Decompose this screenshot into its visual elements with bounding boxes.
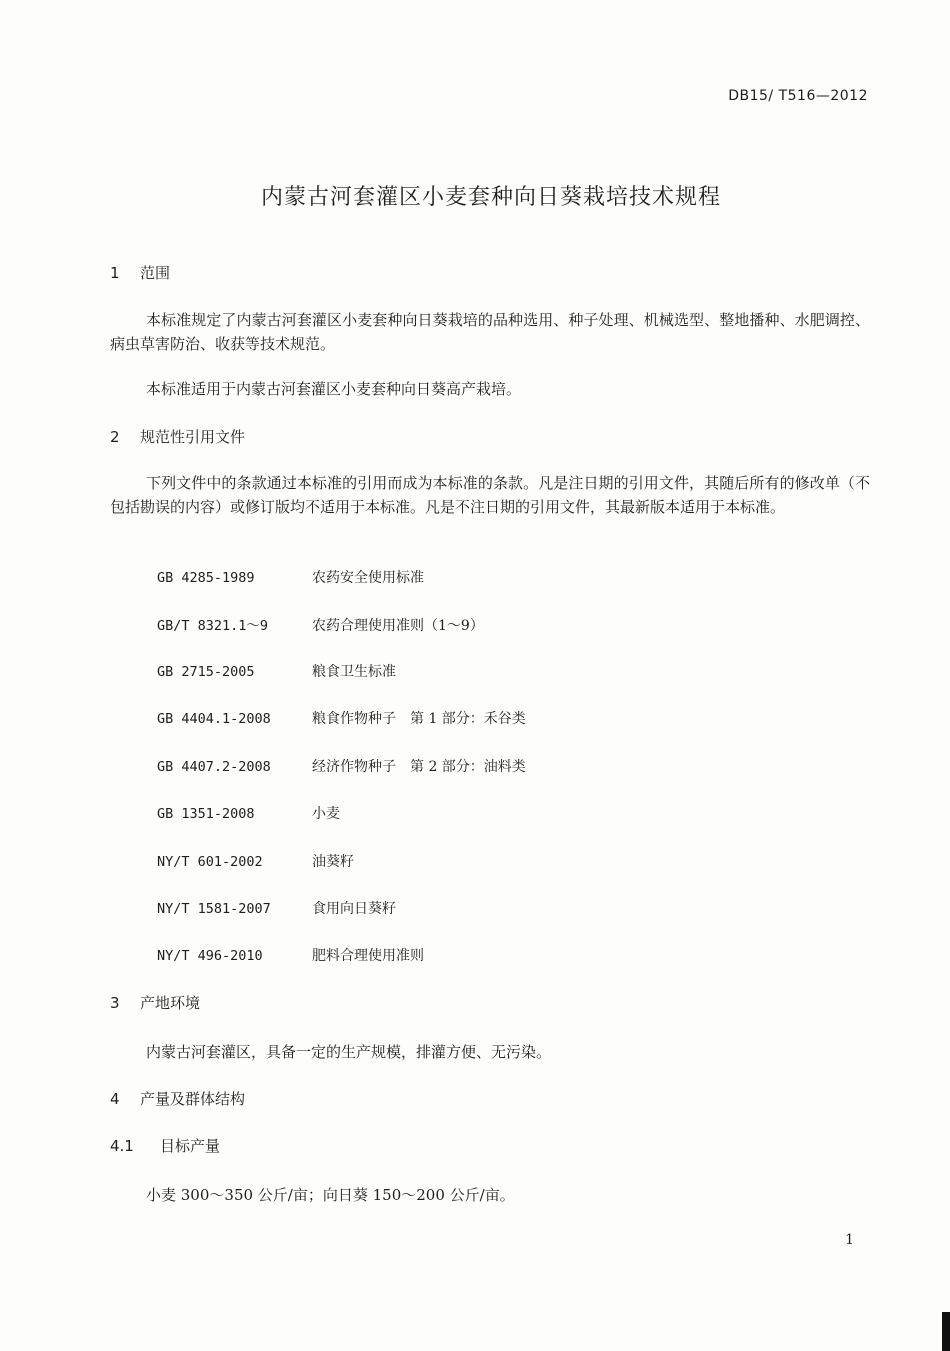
reference-code: GB 4407.2-2008 [157, 759, 271, 775]
reference-name: 粮食卫生标准 [312, 664, 396, 680]
reference-name: 油葵籽 [312, 854, 354, 870]
section-title: 规范性引用文件 [140, 428, 246, 446]
reference-name: 农药合理使用准则（1～9） [312, 618, 484, 634]
reference-item [157, 898, 396, 918]
section-title: 目标产量 [160, 1137, 221, 1155]
section-number: 4.1 [110, 1137, 134, 1155]
reference-code: GB/T 8321.1～9 [157, 618, 269, 634]
section-1-heading [110, 262, 170, 283]
reference-item [157, 756, 526, 776]
section-1-paragraph-2: 本标准适用于内蒙古河套灌区小麦套种向日葵高产栽培。 [146, 380, 522, 398]
reference-item [157, 661, 396, 681]
reference-item [157, 614, 484, 635]
section-title: 产地环境 [140, 994, 201, 1012]
reference-code: GB 4285-1989 [157, 570, 255, 586]
reference-name: 肥料合理使用准则 [312, 948, 424, 964]
section-2-paragraph-1: 下列文件中的条款通过本标准的引用而成为本标准的条款。凡是注日期的引用文件，其随后所有的修改单（不包括勘误的内容）或修订版均不适用于本标准。凡是不注日期的引用文件，其最新版本适用于本标准。 [110, 474, 870, 516]
reference-code: NY/T 496-2010 [157, 948, 263, 964]
reference-code: GB 4404.1-2008 [157, 711, 271, 727]
section-4-heading [110, 1088, 245, 1109]
reference-item [157, 851, 354, 871]
reference-name: 小麦 [312, 806, 340, 822]
reference-name: 经济作物种子 第 2 部分：油料类 [312, 759, 526, 775]
section-1-paragraph-1: 本标准规定了内蒙古河套灌区小麦套种向日葵栽培的品种选用、种子处理、机械选型、整地播种、水肥调控、病虫草害防治、收获等技术规范。 [110, 311, 870, 353]
section-3-paragraph-1: 内蒙古河套灌区，具备一定的生产规模，排灌方便、无污染。 [146, 1043, 552, 1061]
section-4-1-heading [110, 1135, 220, 1156]
reference-item [157, 567, 424, 587]
section-title: 产量及群体结构 [140, 1090, 246, 1108]
section-3-heading [110, 992, 200, 1013]
reference-item [157, 708, 526, 728]
reference-code: NY/T 1581-2007 [157, 901, 271, 917]
reference-name: 农药安全使用标准 [312, 570, 424, 586]
reference-item [157, 803, 340, 823]
reference-name: 粮食作物种子 第 1 部分：禾谷类 [312, 711, 526, 727]
section-2-heading [110, 426, 245, 447]
section-4-1-paragraph-1: 小麦 300～350 公斤/亩；向日葵 150～200 公斤/亩。 [146, 1186, 515, 1204]
section-number: 2 [110, 428, 120, 446]
standard-code: DB15/ T516—2012 [728, 88, 868, 104]
reference-item [157, 945, 424, 965]
reference-code: GB 1351-2008 [157, 806, 255, 822]
section-number: 4 [110, 1090, 120, 1108]
page-number: 1 [845, 1232, 854, 1248]
scan-edge-mark [942, 1312, 950, 1351]
section-number: 1 [110, 264, 120, 282]
reference-code: GB 2715-2005 [157, 664, 255, 680]
reference-code: NY/T 601-2002 [157, 854, 263, 870]
reference-name: 食用向日葵籽 [312, 901, 396, 917]
section-title: 范围 [140, 264, 171, 282]
document-title: 内蒙古河套灌区小麦套种向日葵栽培技术规程 [260, 185, 721, 210]
section-number: 3 [110, 994, 120, 1012]
